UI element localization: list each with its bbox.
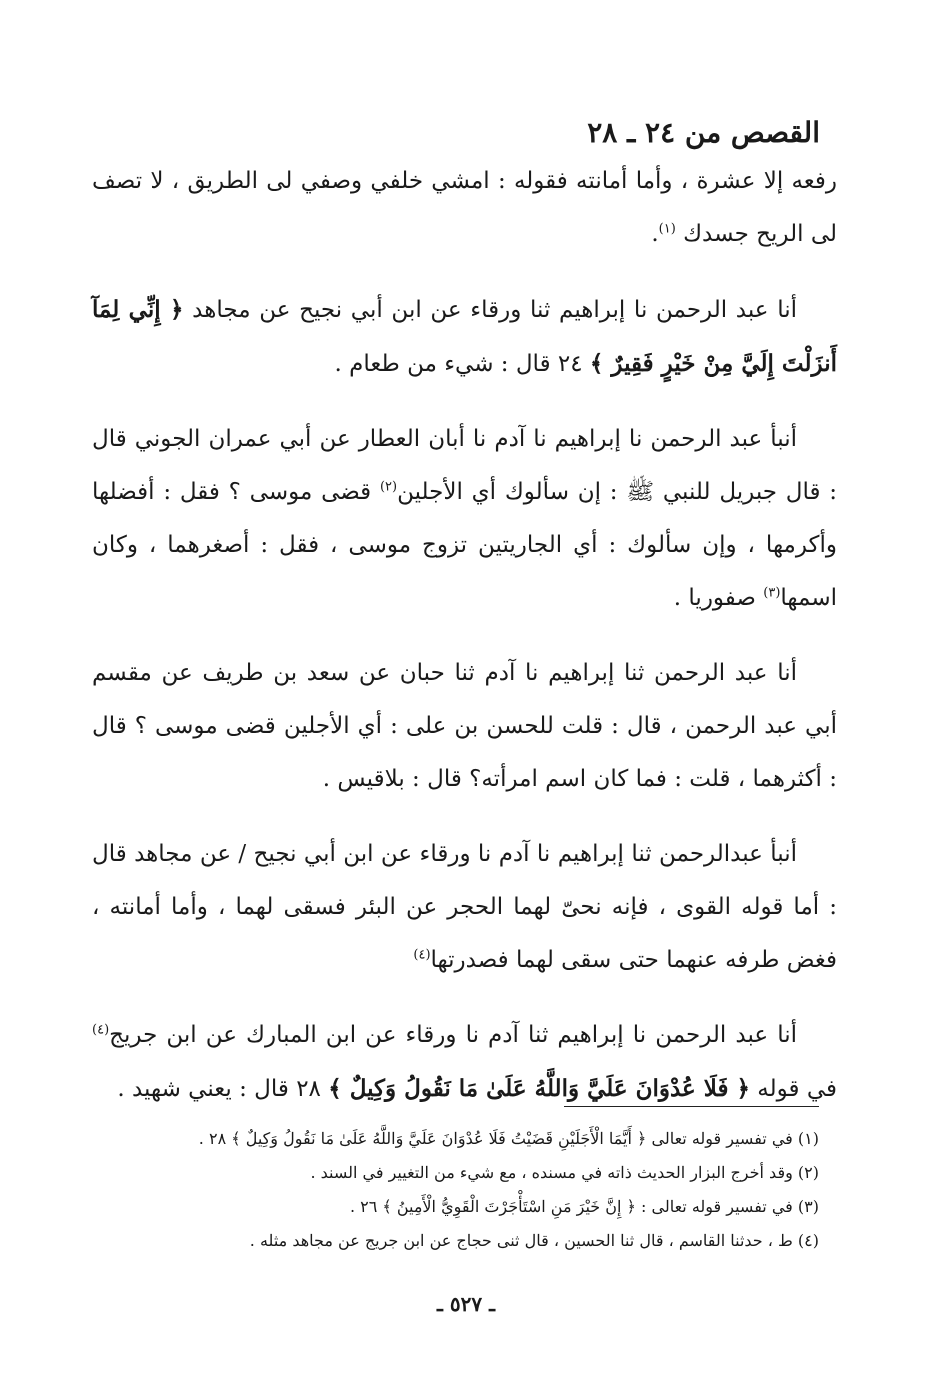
paragraph-jibril [92,413,837,625]
paragraph-text: أنا عبد الرحمن نا إبراهيم ثنا ورقاء عن ابن أبي نجيح عن مجاهد [192,297,797,323]
paragraph-text: رفعه إلا عشرة ، وأما أمانته فقوله : امشي خلفي وصفي لى الطريق ، لا تصف لى الريح جسدك [92,168,837,247]
footnote-1: (١) في تفسير قوله تعالى ﴿ أَيَّمَا الْأَجَلَيْنِ قَضَيْتُ فَلَا عُدْوَانَ عَلَيَّ وَاللَّهُ عَلَىٰ مَا نَقُولُ وَكِيلٌ ﴾ ٢٨ . [198,1129,819,1148]
footnote-marker: (٢) [379,479,398,495]
quran-verse: ﴿ إِنِّي لِمَآ أَنزَلْتَ إِلَيَّ مِنْ خَيْرٍ فَقِيرٌ ﴾ [92,296,837,377]
quran-verse: ﴿ فَلَا عُدْوَانَ عَلَيَّ وَاللَّهُ عَلَىٰ مَا نَقُولُ وَكِيلٌ ﴾ [328,1075,750,1102]
running-header: القصص من ٢٤ ـ ٢٨ [587,116,820,149]
footnote-marker: (٣) [763,585,781,601]
paragraph-text: . [651,221,659,247]
paragraph-text: أنبأ عبد الرحمن نا إبراهيم نا آدم نا أبان العطار عن أبي عمران الجوني قال : قال جبريل للنبي ﷺ : إن سألوك أي الأجلين [92,426,837,505]
footnote-marker: (١) [658,221,676,237]
paragraph-strength [92,828,837,987]
footnote-3: (٣) في تفسير قوله تعالى : ﴿ إِنَّ خَيْرَ مَنِ اسْتَأْجَرْتَ الْقَوِيُّ الْأَمِينُ ﴾ ٢٦ . [349,1197,819,1216]
paragraph-continuation [92,155,837,261]
paragraph-ibn-jurayj [92,1009,837,1116]
footnote-divider [564,1106,819,1107]
main-text [92,155,837,1138]
footnote-marker: (٤) [92,1022,110,1038]
paragraph-text: ٢٨ قال : يعني شهيد . [117,1076,321,1102]
paragraph-mujahid [92,283,837,391]
paragraph-text: أنبأ عبدالرحمن ثنا إبراهيم نا آدم نا ورقاء عن ابن أبي نجيح / عن مجاهد قال : أما قوله القوى ، فإنه نحىّ لهما الحجر عن البئر فسقى لهما ، وأما أمانته ، فغض طرفه عنهما حتى سقى لهما فصدرتها [92,841,837,973]
footnote-marker: (٤) [413,947,431,963]
paragraph-text: أنا عبد الرحمن ثنا إبراهيم نا آدم ثنا حبان عن سعد بن طريف عن مقسم أبي عبد الرحمن ، قال : قلت للحسن بن على : أي الأجلين قضى موسى ؟ قال : أكثرهما ، قلت : فما كان اسم امرأته؟ قال : بلاقيس . [92,660,837,792]
footnotes [119,1122,819,1258]
footnote-2: (٢) وقد أخرج البزار الحديث ذاته في مسنده ، مع شيء من التغيير في السند . [310,1163,819,1182]
paragraph-text: ٢٤ قال : شيء من طعام . [334,351,583,377]
paragraph-text: أنا عبد الرحمن نا إبراهيم ثنا آدم نا ورقاء عن ابن المبارك عن ابن جريج [109,1022,797,1048]
paragraph-text: قضى موسى ؟ فقل : أفضلها وأكرمها ، وإن سألوك : أي الجاريتين تزوج موسى ، فقل : أصغرهما ، وكان اسمها [92,479,837,611]
paragraph-text: صفوريا . [673,585,756,611]
paragraph-text: في قوله [757,1076,837,1102]
paragraph-hasan [92,647,837,806]
footnote-4: (٤) ط ، حدثنا القاسم ، قال ثنا الحسين ، قال ثنى حجاج عن ابن جريج عن مجاهد مثله . [249,1231,819,1250]
page-number: ـ ٥٢٧ ـ [437,1292,495,1316]
